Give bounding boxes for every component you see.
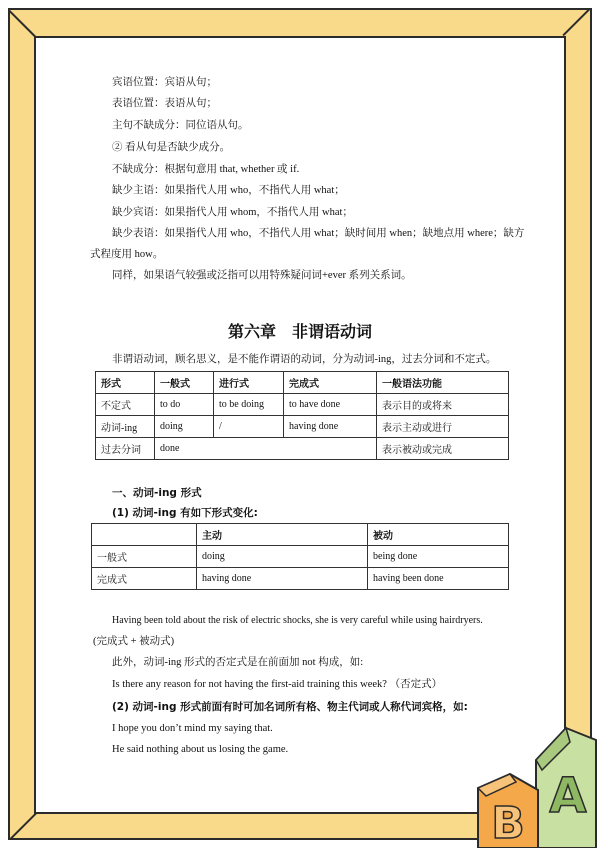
example-line: 此外，动词-ing 形式的否定式是在前面加 not 构成，如: <box>112 657 364 668</box>
table-cell: to have done <box>284 394 377 416</box>
table-cell: / <box>214 416 284 438</box>
example-line: Having been told about the risk of electric shocks, she is very careful while using hairdryers. <box>112 615 483 626</box>
table-cell: 表示主动或进行 <box>377 416 509 438</box>
table-cell: done <box>155 438 377 460</box>
intro-line: 缺少宾语：如果指代人用 whom，不指代人用 what； <box>112 207 353 218</box>
letter-b-block <box>478 774 538 848</box>
table-cell: 一般式 <box>92 546 197 568</box>
example-line: I hope you don’t mind my saying that. <box>112 723 273 734</box>
table-header-cell: 一般式 <box>155 372 214 394</box>
intro-line: 缺少主语：如果指代人用 who，不指代人用 what； <box>112 185 345 196</box>
table-header-row <box>96 372 509 394</box>
intro-line: 式程度用 how。 <box>90 249 164 260</box>
example-line: (完成式 + 被动式) <box>93 636 175 647</box>
letter-a-block <box>536 728 596 848</box>
table-cell: to be doing <box>214 394 284 416</box>
intro-line: 同样，如果语气较强或泛指可以用特殊疑问词+ever 系列关系词。 <box>112 270 412 281</box>
table-header-cell: 主动 <box>197 524 368 546</box>
table-cell: 不定式 <box>96 394 155 416</box>
chapter-intro: 非谓语动词，顾名思义，是不能作谓语的动词，分为动词-ing，过去分词和不定式。 <box>112 354 497 365</box>
table-header-cell: 被动 <box>368 524 509 546</box>
table-row <box>96 394 509 416</box>
forms-table <box>95 371 509 460</box>
table-header-cell: 完成式 <box>284 372 377 394</box>
table-cell: 动词-ing <box>96 416 155 438</box>
table-cell: having done <box>197 568 368 590</box>
table-header-cell: 进行式 <box>214 372 284 394</box>
table-header-cell <box>92 524 197 546</box>
table-cell: 过去分词 <box>96 438 155 460</box>
table-cell: doing <box>197 546 368 568</box>
ing-forms-table <box>91 523 509 590</box>
section-heading: 一、动词-ing 形式 <box>112 487 202 499</box>
table-row <box>96 438 509 460</box>
example-line: He said nothing about us losing the game. <box>112 744 289 755</box>
table-cell: doing <box>155 416 214 438</box>
table-header-cell: 一般语法功能 <box>377 372 509 394</box>
example-line: Is there any reason for not having the first-aid training this week? （否定式） <box>112 679 443 690</box>
intro-line: 缺少表语：如果指代人用 who，不指代人用 what；缺时间用 when；缺地点用 where；缺方 <box>112 228 525 239</box>
table-cell: 完成式 <box>92 568 197 590</box>
table-header-cell: 形式 <box>96 372 155 394</box>
table-cell: to do <box>155 394 214 416</box>
example-subheading: (2) 动词-ing 形式前面有时可加名词所有格、物主代词或人称代词宾格，如: <box>112 701 468 713</box>
chapter-title: 第六章 非谓语动词 <box>227 322 372 341</box>
table-cell: 表示被动或完成 <box>377 438 509 460</box>
table-cell: being done <box>368 546 509 568</box>
table-cell: 表示目的或将来 <box>377 394 509 416</box>
letter-a: A <box>549 768 587 824</box>
table-cell: having done <box>284 416 377 438</box>
table-row <box>92 546 509 568</box>
section-subheading: (1) 动词-ing 有如下形式变化: <box>112 507 258 519</box>
table-row <box>96 416 509 438</box>
table-row <box>92 568 509 590</box>
intro-line: 不缺成分：根据句意用 that, whether 或 if. <box>112 164 300 175</box>
letter-blocks-illustration <box>470 720 600 848</box>
intro-line: 主句不缺成分：同位语从句。 <box>112 120 249 131</box>
table-cell: having been done <box>368 568 509 590</box>
table-header-row <box>92 524 509 546</box>
intro-line: ② 看从句是否缺少成分。 <box>112 142 231 153</box>
intro-line: 宾语位置：宾语从句； <box>112 77 217 88</box>
intro-line: 表语位置：表语从句； <box>112 98 217 109</box>
letter-b: B <box>491 798 525 848</box>
